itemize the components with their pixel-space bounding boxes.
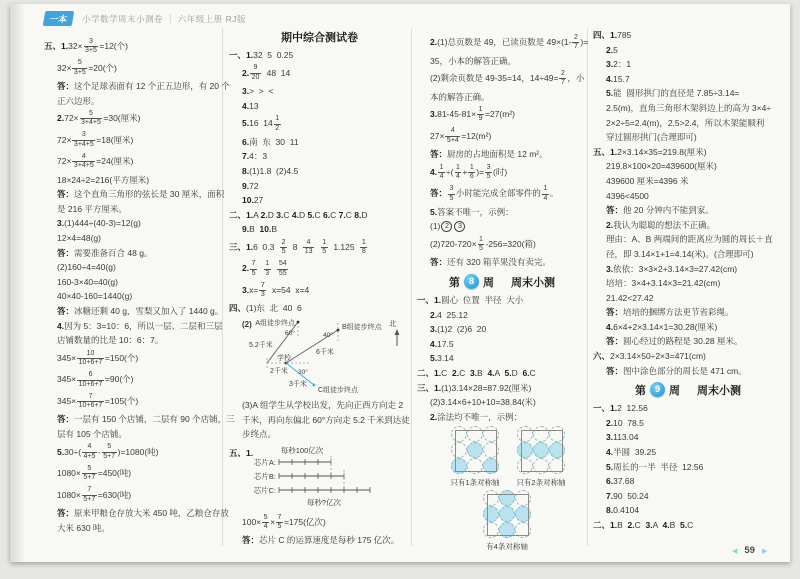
page-number-value: 59: [744, 545, 755, 556]
answer-line: 答：冰糖还剩 40 g，雪梨又加入了 1440 g。: [57, 306, 224, 317]
answer-line: 3.(1)2 (2)6 20: [430, 324, 487, 335]
answer-line: 2. $\frac{9}{20}$ 48 14: [242, 64, 291, 81]
answer-line: 3.113.04: [606, 432, 639, 443]
symmetry-circles-diagram: [417, 424, 587, 552]
answer-line: 219.8×100×20=439600(厘米): [606, 161, 717, 172]
answer-line: 一、1.32 5 0.25: [229, 50, 294, 60]
symmetry-grid: [483, 490, 531, 552]
symmetry-grid: [516, 426, 566, 488]
answer-line: 2.5: [606, 44, 618, 55]
answer-column-4: [593, 28, 783, 533]
answer-line: 答：这个足球表面有 12 个正五边形，有 20 个: [57, 81, 230, 91]
svg-text:每秒?亿次: 每秒?亿次: [306, 497, 342, 507]
svg-text:每秒100亿次: 每秒100亿次: [280, 445, 324, 455]
answer-line: 1080× $\frac{7}{5+7}$ =630(吨): [57, 486, 132, 503]
answer-line: 345× $\frac{6}{10+6+7}$ =90(个): [57, 371, 134, 388]
answer-line: 8.(1)1.8 (2)4.5: [242, 165, 299, 176]
answer-line: 5.30÷( $\frac{4}{4+5}$ - $\frac{5}{5+7}$ )=1080(吨): [57, 443, 159, 460]
book-page: [10, 4, 790, 562]
column-divider: [222, 28, 223, 546]
svg-text:30°: 30°: [298, 369, 308, 377]
answer-line: 12×4=48(g): [57, 233, 101, 244]
answer-line: 1080× $\frac{5}{5+7}$ =450(吨): [57, 464, 132, 482]
prev-page-icon: ◀: [732, 547, 738, 555]
answer-line: (2)160÷4=40(g): [57, 262, 116, 273]
answer-line: 21.42<27.42: [606, 292, 654, 303]
answer-line: 4.半圆 39.25: [606, 447, 657, 458]
svg-text:5.2千米: 5.2千米: [249, 342, 273, 350]
page-number: [732, 545, 767, 556]
svg-text:北: 北: [389, 319, 397, 329]
answer-line: 7.4：3: [242, 151, 268, 162]
answer-line: 答： $\frac{3}{5}$ 小时能完成全部零件的 $\frac{1}{4}$ 。: [430, 185, 559, 202]
answer-column-2: [229, 28, 410, 548]
answer-line: 理由：A、B 两端间的距离应为圆的周长＋直: [606, 234, 773, 245]
answer-line: 18×24÷2=216(平方厘米): [57, 174, 150, 185]
answer-line: 五、1.2×3.14×35=219.8(厘米): [593, 146, 707, 157]
answer-column-3: [417, 32, 587, 552]
svg-text:(2): (2): [242, 320, 252, 330]
answer-line: 4.15.7: [606, 73, 630, 84]
answer-line: (2)3.14×6+10+10=38.84(米): [430, 397, 536, 408]
answer-line: 3.81-45-81× $\frac{1}{9}$ =27(m²): [430, 105, 515, 123]
answer-line: 是 216 平方厘米。: [57, 203, 127, 214]
answer-line: 8.0.4104: [606, 505, 640, 516]
svg-text:C组徒步终点: C组徒步终点: [318, 387, 359, 395]
speed-bars-diagram: [229, 442, 410, 512]
answer-line: 答：还有 320 箱苹果没有卖完。: [430, 257, 551, 268]
svg-text:3千米: 3千米: [289, 381, 307, 389]
answer-line: 2.4 25.12: [430, 309, 468, 320]
answer-line: 答：原来甲粮仓存放大米 450 吨，乙粮仓存放: [57, 508, 229, 518]
answer-line: 3.x= $\frac{7}{3}$ x=54 x=4: [242, 281, 310, 299]
answer-line: 二、1.B 2.C 3.A 4.B 5.C: [593, 520, 694, 530]
answer-line: (2)剩余页数是 49-35=14，14÷49= $\frac{2}{7}$ ，小: [430, 69, 585, 87]
direction-diagram: [229, 316, 409, 398]
answer-line: 答：芯片 C 的运算速度是每秒 175 亿次。: [242, 535, 400, 546]
next-page-icon: ▶: [761, 547, 768, 555]
answer-line: (1) 2 3: [417, 219, 587, 234]
answer-line: 5.3.14: [430, 353, 454, 364]
answer-line: 27× $\frac{4}{5+4}$ =12(m²): [430, 127, 492, 144]
answer-line: 32× $\frac{5}{3+5}$ =20(个): [57, 59, 117, 76]
answer-line: 三、1.6 0.3 $\frac{2}{5}$ 8 $\frac{4}{13}$ $\frac{1}{5}$ 1.125 $\frac{1}{8}$: [229, 238, 366, 256]
answer-line: 3.> > <: [242, 86, 274, 97]
svg-text:2千米: 2千米: [270, 368, 288, 376]
answer-line: 4.6×4+2×3.14×1=30.28(厘米): [606, 321, 718, 332]
answer-line: 5.周长的一半 半径 12.56: [606, 461, 704, 472]
answer-column-1: [44, 36, 235, 535]
answer-line: 439600 厘米=4396 米: [606, 175, 689, 186]
section-title: 期中综合测试卷: [281, 32, 358, 44]
answer-line: 二、1.C 2.C 3.B 4.A 5.D 6.C: [417, 368, 536, 379]
answer-line: 本的解答正确。: [430, 91, 490, 102]
answer-line: 345× $\frac{10}{10+6+7}$ =150(个): [57, 349, 139, 367]
page-header-title: 小学数学周末小测卷 ｜ 六年级上册 RJ版: [82, 14, 246, 24]
answer-line: 正六边形。: [57, 95, 100, 106]
answer-line: 160-3×40=40(g): [57, 276, 118, 287]
page-spine-shadow: [10, 4, 26, 562]
answer-line: 2×2÷5=2.4(m)，2.5>2.4，所以木架能顺利: [606, 117, 765, 128]
svg-text:芯片B:: 芯片B:: [253, 471, 276, 481]
svg-text:B组徒步终点: B组徒步终点: [342, 324, 382, 332]
answer-line: 2.10 78.5: [606, 417, 644, 428]
overlay-square: [455, 430, 497, 472]
answer-line: 7.90 50.24: [606, 490, 649, 501]
answer-line: 步终点。: [242, 429, 277, 440]
symmetry-grid: [450, 426, 500, 488]
svg-text:6千米: 6千米: [316, 349, 334, 357]
answer-line: 2.我认为聪聪的想法不正确。: [606, 219, 716, 230]
answer-line: 5.能 圆形拱门的直径是 7.85÷3.14=: [606, 88, 740, 99]
answer-line: 5.答案不唯一，示例：: [430, 206, 514, 217]
answer-line: 2.72× $\frac{5}{3+4+5}$ =30(厘米): [57, 109, 141, 127]
answer-line: 培培：3×4+3.14×3=21.42(cm): [606, 278, 721, 289]
week-number-badge: 8: [464, 274, 479, 289]
week-title: 第 8 周 周末小测: [449, 276, 555, 289]
answer-line: 答：一层有 150 个店铺，二层有 90 个店铺，三: [57, 414, 235, 425]
svg-text:芯片A:: 芯片A:: [253, 457, 276, 467]
answer-line: (2)720-720× $\frac{1}{5}$ -256=320(箱): [430, 235, 536, 253]
answer-line: 4.因为 5：3=10：6，所以一层、二层和三层: [57, 320, 223, 331]
answer-line: 答：这个直角三角形的弦长是 30 厘米，面积: [57, 189, 225, 200]
answer-line: 答：他 20 分钟内不能到家。: [606, 205, 714, 216]
svg-text:60°: 60°: [285, 330, 295, 338]
overlay-square: [487, 494, 529, 536]
brand-badge: 一本: [43, 11, 75, 26]
svg-text:芯片C:: 芯片C:: [253, 485, 276, 495]
answer-line: 9.B 10.B: [242, 224, 277, 235]
answer-line: 答：图中涂色部分的周长是 471 cm。: [606, 365, 747, 376]
week-title: 第 9 周 周末小测: [635, 384, 741, 397]
answer-line: 穿过圆形拱门(合理即可): [606, 132, 697, 143]
answer-line: 三、1.(1)3.14×28=87.92(厘米): [417, 382, 532, 393]
svg-text:A组徒步终点: A组徒步终点: [255, 320, 295, 328]
answer-line: 3.2：1: [606, 59, 632, 70]
answer-line: 2. $\frac{7}{5}$ $\frac{1}{3}$ $\frac{54}{55}$: [242, 260, 287, 277]
answer-line: 径，即 3.14×1+1=4.14(米)。(合理即可): [606, 248, 754, 259]
answer-line: 店铺数量的比是 10：6：7。: [57, 335, 164, 346]
answer-line: 345× $\frac{7}{10+6+7}$ =105(个): [57, 392, 139, 410]
column-divider: [587, 28, 588, 546]
answer-line: 五、1.32× $\frac{3}{3+5}$ =12(个): [44, 37, 128, 55]
answer-line: 六、2×3.14×50÷2×3=471(cm): [593, 351, 706, 362]
answer-line: 72× $\frac{4}{3+4+5}$ =24(厘米): [57, 152, 134, 170]
answer-line: 4. $\frac{1}{4}$ ÷( $\frac{1}{4}$ + $\frac{1}{6}$ )= $\frac{3}{5}$ (时): [430, 163, 508, 181]
answer-line: 答：培培的捆绑方法更节省彩绳。: [606, 307, 734, 318]
answer-line: 层有 105 个店铺。: [57, 428, 127, 439]
svg-text:40°: 40°: [323, 332, 333, 340]
answer-line: 一、1.2 12.56: [593, 403, 648, 414]
diagram-caption: 只有2条对称轴: [516, 478, 566, 488]
answer-line: 四、(1)东 北 40 6: [229, 303, 302, 314]
answer-line: 二、1.A 2.D 3.C 4.D 5.C 6.C 7.C 8.D: [229, 209, 368, 220]
answer-line: 4.17.5: [430, 338, 454, 349]
answer-line: 100× $\frac{5}{4}$ × $\frac{7}{5}$ =175(亿次): [242, 513, 326, 531]
answer-line: 答：需要准备百合 48 g。: [57, 247, 153, 258]
answer-line: 2.5(m)，直角三角形木架斜边上的高为 3×4÷: [606, 102, 772, 113]
week-number-badge: 9: [650, 382, 665, 397]
answer-line: (3)A 组学生从学校出发，先向正西方向走 2: [242, 400, 404, 411]
diagram-caption: 只有1条对称轴: [450, 478, 500, 488]
answer-line: 72× $\frac{3}{3+4+5}$ =18(厘米): [57, 131, 134, 148]
answer-line: 3.(1)444÷(40-3)=12(g): [57, 218, 141, 229]
answer-line: 3.依依：3×3×2+3.14×3=27.42(cm): [606, 263, 738, 274]
item-marker: 五、1.: [229, 447, 254, 458]
answer-line: 2.(1)总页数是 49，已读页数是 49×(1- $\frac{2}{7}$ )=: [430, 33, 589, 51]
overlay-square: [521, 430, 563, 472]
answer-line: 四、1.785: [593, 30, 632, 40]
answer-line: 10.27: [242, 195, 264, 206]
answer-line: 千米，再向东偏北 60°方向走 5.2 千米到达徒: [242, 414, 410, 425]
answer-line: 6.37.68: [606, 476, 635, 487]
answer-line: 答：圆心经过的路程是 30.28 厘米。: [606, 336, 743, 347]
answer-line: 一、1.圆心 位置 半径 大小: [417, 295, 524, 306]
answer-line: 9.72: [242, 180, 259, 191]
answer-line: 2.涂法均不唯一，示例：: [430, 411, 523, 422]
answer-line: 4.13: [242, 100, 259, 111]
answer-line: 答：厨房的占地面积是 12 m²。: [430, 149, 548, 160]
answer-line: 6.南 东 30 11: [242, 136, 299, 147]
svg-text:学校: 学校: [277, 355, 291, 363]
answer-line: 5.16 14 $\frac{1}{2}$: [242, 115, 280, 132]
answer-line: 40×40-160=1440(g): [57, 291, 133, 302]
answer-line: 大米 630 吨。: [57, 522, 110, 533]
answer-line: 4396<4500: [606, 190, 649, 201]
column-divider: [411, 28, 412, 546]
diagram-caption: 有4条对称轴: [486, 542, 528, 552]
answer-line: 35，小本的解答正确。: [430, 55, 516, 66]
